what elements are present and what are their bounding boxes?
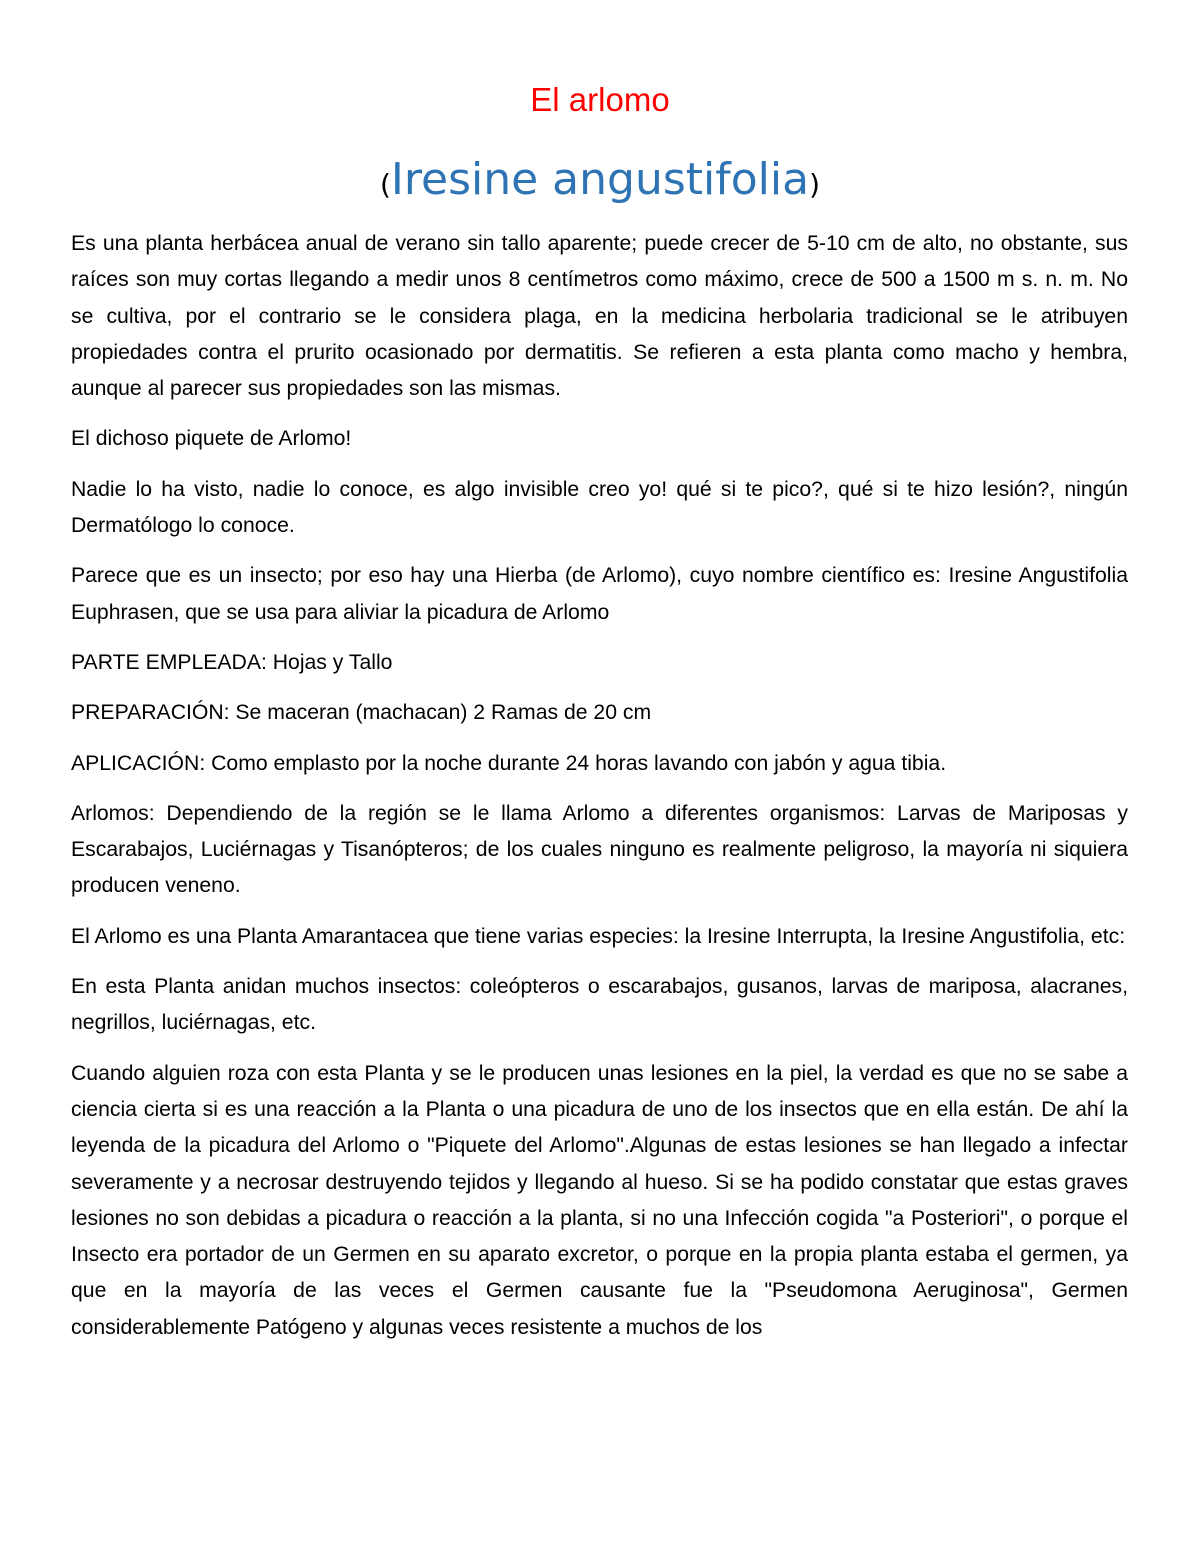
document-body bbox=[71, 226, 1128, 1360]
paragraph-nadie: Nadie lo ha visto, nadie lo conoce, es algo invisible creo yo! qué si te pico?, qué si te hizo lesión?, ningún Dermatólogo lo conoce. bbox=[71, 477, 1128, 538]
subtitle-close-paren: ) bbox=[809, 168, 821, 201]
paragraph-aplicacion: APLICACIÓN: Como emplasto por la noche durante 24 horas lavando con jabón y agua tibia. bbox=[71, 751, 947, 775]
scientific-name: Iresine angustifolia bbox=[390, 154, 810, 205]
paragraph-parte-empleada: PARTE EMPLEADA: Hojas y Tallo bbox=[71, 650, 393, 674]
paragraph-arlomos: Arlomos: Dependiendo de la región se le llama Arlomo a diferentes organismos: Larvas de Mariposas y Escarabajos, Luciérnagas y Tisanópteros; de los cuales ninguno es realmente peligroso, la mayoría ni siquiera producen veneno. bbox=[71, 801, 1128, 898]
paragraph-amarantacea: El Arlomo es una Planta Amarantacea que tiene varias especies: la Iresine Interrupta, la Iresine Angustifolia, etc: bbox=[71, 924, 1126, 948]
paragraph-preparacion: PREPARACIÓN: Se maceran (machacan) 2 Ramas de 20 cm bbox=[71, 701, 652, 725]
paragraph-description: Es una planta herbácea anual de verano sin tallo aparente; puede crecer de 5-10 cm de alto, no obstante, sus raíces son muy cortas llegando a medir unos 8 centímetros como máximo, crece de 500 a 1500 m s. n. m. No se cultiva, por el contrario se le considera plaga, en la medicina herbolaria tradicional se le atribuyen propiedades contra el prurito ocasionado por dermatitis. Se refieren a esta planta como macho y hembra, aunque al parecer sus propiedades son las mismas. bbox=[71, 232, 1128, 401]
paragraph-piquete: El dichoso piquete de Arlomo! bbox=[71, 427, 352, 451]
document-subtitle bbox=[0, 150, 1200, 219]
paragraph-insecto: Parece que es un insecto; por eso hay una Hierba (de Arlomo), cuyo nombre científico es: Iresine Angustifolia Euphrasen, que se usa para aliviar la picadura de Arlomo bbox=[71, 564, 1128, 624]
paragraph-lesiones: Cuando alguien roza con esta Planta y se le producen unas lesiones en la piel, la verdad es que no se sabe a ciencia cierta si es una reacción a la Planta o una picadura de uno de los insectos que en ella están. De ahí la leyenda de la picadura del Arlomo o "Piquete del Arlomo".Algunas de estas lesiones se han llegado a infectar severamente y a necrosar destruyendo tejidos y llegando al hueso. Si se ha podido constatar que estas graves lesiones no son debidas a picadura o reacción a la planta, si no una Infección cogida "a Posteriori", o porque el Insecto era portador de un Germen en su aparato excretor, o porque en la propia planta estaba el germen, ya que en la mayoría de las veces el Germen causante fue la "Pseudomona Aeruginosa", Germen considerablemente Patógeno y algunas veces resistente a muchos de los bbox=[71, 1061, 1128, 1339]
paragraph-insectos: En esta Planta anidan muchos insectos: coleópteros o escarabajos, gusanos, larvas de mariposa, alacranes, negrillos, luciérnagas, etc. bbox=[71, 975, 1128, 1035]
subtitle-open-paren: ( bbox=[379, 168, 391, 201]
document-title: El arlomo bbox=[530, 81, 670, 118]
